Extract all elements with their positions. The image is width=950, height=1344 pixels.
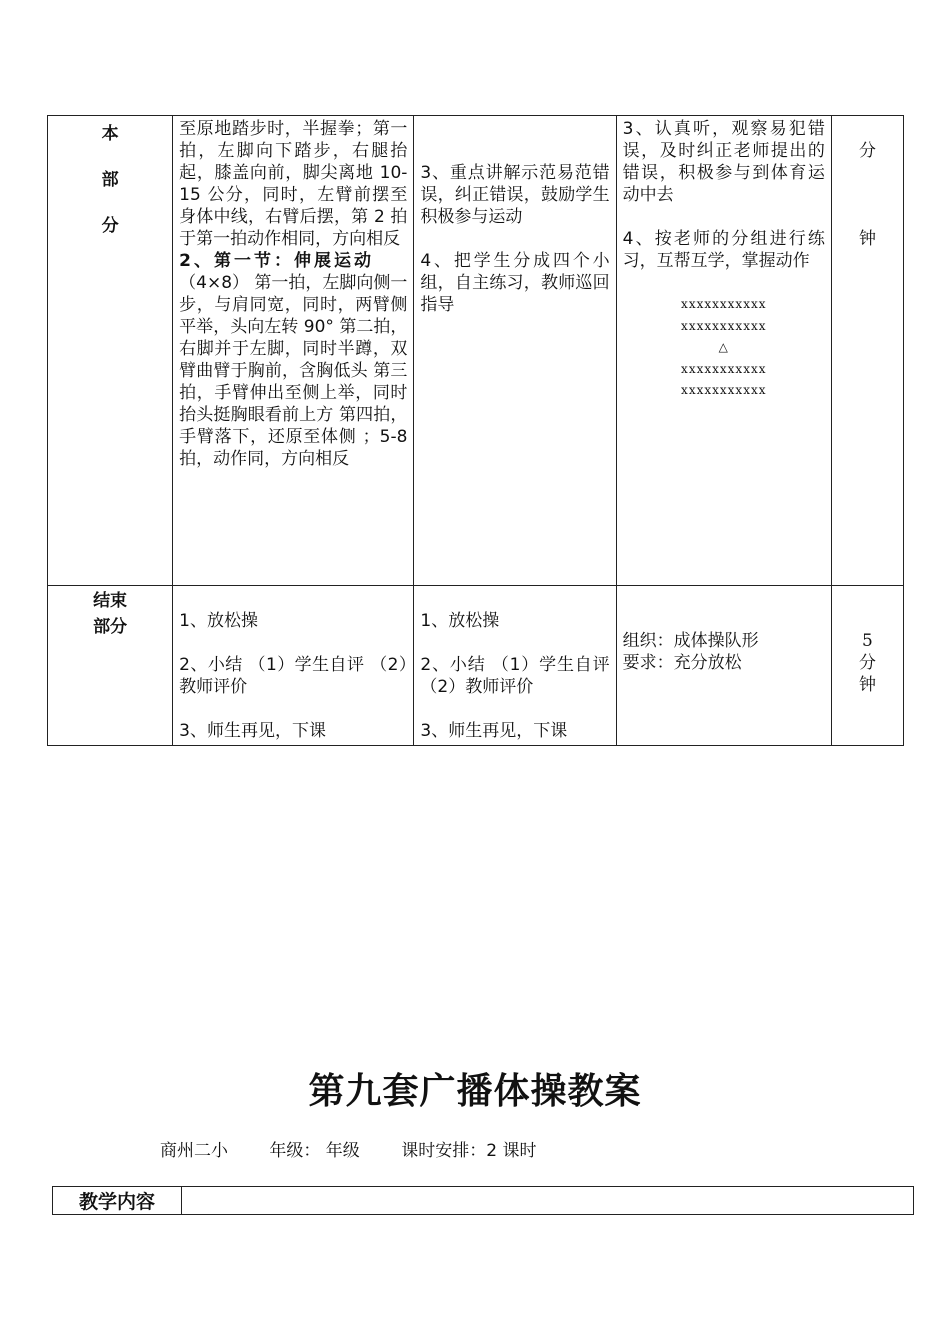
end-content-item: 1、放松操 [179,611,258,631]
formation-diagram [623,294,825,402]
main-label-char-1: 本 [101,124,119,144]
content-intro: 至原地踏步时，半握拳；第一拍，左脚向下踏步，右腿抬起，膝盖向前，脚尖离地 10-15 公分，同时，左臂前摆至身体中线，右臂后摆，第 2 拍于第一拍动作相同，方向相反 [179,119,408,249]
grade-info: 年级： 年级 [269,1141,360,1161]
main-label-char-3: 分 [101,216,119,236]
main-label-char-2: 部 [101,170,119,190]
end-teacher-item: 1、放松操 [420,611,500,631]
teacher-activity-cell [414,116,616,586]
schedule-info: 课时安排：2 课时 [401,1141,537,1161]
organization-text: 组织：成体操队形 [622,631,759,651]
student-item-3: 3、认真听，观察易犯错误，及时纠正老师提出的错误，积极参与到体育运动中去 [622,119,825,205]
teaching-content-label: 教学内容 [53,1187,182,1215]
lesson-plan-table [47,115,904,746]
time-unit-zhong: 钟 [858,229,876,249]
end-section-row [48,586,904,746]
teaching-content-value [182,1187,914,1215]
main-content-cell [173,116,414,586]
end-teacher-cell [414,586,616,746]
main-section-label [48,116,173,586]
end-teacher-item: 2、小结 （1）学生自评 （2）教师评价 [420,655,610,697]
teacher-item-4: 4、把学生分成四个小组，自主练习，教师巡回指导 [420,251,610,315]
formation-row: xxxxxxxxxxx [681,297,767,311]
formation-row: xxxxxxxxxxx [681,318,767,333]
formation-row: xxxxxxxxxxx [681,361,767,376]
end-teacher-item: 3、师生再见，下课 [420,721,568,741]
end-section-label [48,586,173,746]
section2-heading: 2、第一节：伸展运动 [179,251,374,271]
end-organization-cell [616,586,831,746]
main-time-cell [831,116,903,586]
end-label-line-1: 结束 [93,591,128,611]
section2-body: （4×8） 第一拍，左脚向侧一步，与肩同宽，同时，两臂侧平举，头向左转 90° 第二拍，右脚并于左脚，同时半蹲，双臂曲臂于胸前，含胸低头 第三拍，手臂伸出至侧上举，同时抬头挺胸眼看前上方 第四拍，手臂落下，还原至体侧 ；5-8 拍，动作同，方向相反 [179,273,408,469]
teacher-item-3: 3、重点讲解示范易范错误，纠正错误，鼓励学生积极参与运动 [420,163,610,227]
end-content-item: 2、小结 （1）学生自评 （2）教师评价 [179,655,408,697]
end-time-cell [831,586,903,746]
time-unit-min: 分 [858,141,876,161]
school-name: 商州二小 [160,1141,228,1161]
end-time-unit-zhong: 钟 [858,675,876,695]
requirement-text: 要求：充分放松 [622,653,742,673]
end-content-item: 3、师生再见，下课 [179,721,326,741]
main-section-row [48,116,904,586]
formation-row: xxxxxxxxxxx [681,383,767,397]
end-label-line-2: 部分 [93,617,128,637]
student-activity-cell [616,116,831,586]
end-content-cell [173,586,414,746]
end-time-value: 5 [862,631,873,651]
student-item-4: 4、按老师的分组进行练习，互帮互学，掌握动作 [622,229,825,271]
teaching-content-table [52,1186,914,1215]
document-title: 第九套广播体操教案 [308,1071,642,1112]
lesson-meta [160,1136,572,1161]
teacher-position-marker: △ [718,340,729,354]
end-time-unit-min: 分 [858,653,876,673]
